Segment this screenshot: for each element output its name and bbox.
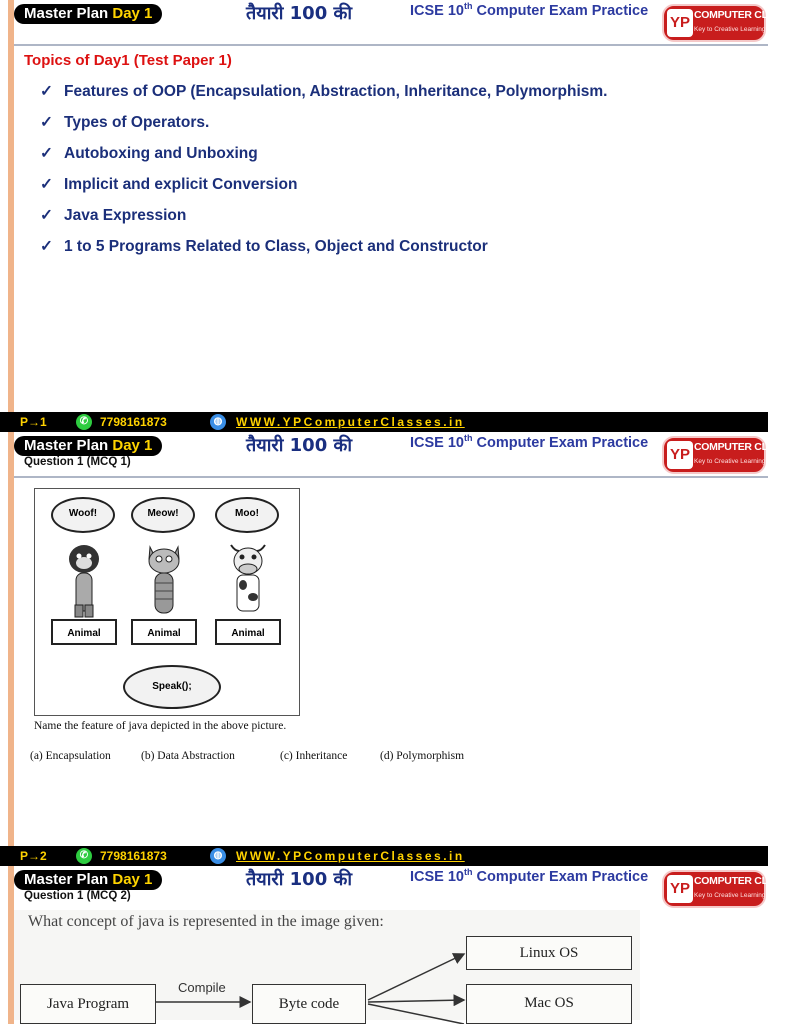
java-program-box: Java Program (20, 984, 156, 1024)
yp-logo: YP COMPUTER CLASSES Key to Creative Learning (662, 436, 766, 474)
website-link[interactable]: WWW.YPComputerClasses.in (236, 849, 465, 863)
byte-code-box: Byte code (252, 984, 366, 1024)
list-item: ✓ 1 to 5 Programs Related to Class, Object and Constructor (40, 238, 488, 255)
topics-title: Topics of Day1 (Test Paper 1) (24, 52, 232, 69)
animal-box: Animal (215, 619, 281, 645)
yp-logo: YP COMPUTER CLASSES Key to Creative Learning (662, 870, 766, 908)
mac-os-box: Mac OS (466, 984, 632, 1024)
page-footer (0, 412, 768, 432)
check-icon: ✓ (40, 238, 53, 255)
check-icon: ✓ (40, 145, 53, 162)
page-header (0, 432, 802, 476)
cow-icon (225, 539, 271, 619)
list-item: ✓ Types of Operators. (40, 114, 210, 131)
header-divider (14, 476, 768, 478)
globe-icon: ◍ (210, 848, 226, 864)
page-footer (0, 846, 768, 866)
master-plan-badge: Master Plan Day 1 (14, 870, 162, 890)
whatsapp-icon: ✆ (76, 414, 92, 430)
speech-bubble: Woof! (51, 497, 115, 533)
exam-title: ICSE 10th Computer Exam Practice (410, 1, 649, 19)
whatsapp-icon: ✆ (76, 848, 92, 864)
question-text: Name the feature of java depicted in the above picture. (34, 720, 287, 732)
list-item: ✓ Java Expression (40, 207, 187, 224)
exam-title: ICSE 10th Computer Exam Practice (410, 867, 649, 885)
website-link[interactable]: WWW.YPComputerClasses.in (236, 415, 465, 429)
page-header (0, 0, 802, 44)
list-item: ✓ Implicit and explicit Conversion (40, 176, 298, 193)
master-plan-badge: Master Plan Day 1 (14, 4, 162, 24)
question-text: What concept of java is represented in the image given: (28, 913, 384, 930)
question-label: Question 1 (MCQ 2) (24, 890, 131, 902)
option-b: (b) Data Abstraction (141, 750, 235, 762)
hindi-title: तैयारी 100 की (246, 435, 352, 456)
header-divider (14, 44, 768, 46)
master-plan-badge: Master Plan Day 1 (14, 436, 162, 456)
option-d: (d) Polymorphism (380, 750, 465, 762)
hindi-title: तैयारी 100 की (246, 869, 352, 890)
page-header (0, 866, 802, 910)
check-icon: ✓ (40, 207, 53, 224)
page-number: P→1 (20, 415, 47, 429)
dog-icon (61, 539, 107, 619)
cat-icon (141, 539, 187, 619)
cat-figure (131, 497, 201, 647)
yp-logo: YP COMPUTER CLASSES Key to Creative Learning (662, 4, 766, 42)
option-a: (a) Encapsulation (30, 750, 111, 762)
left-accent-bar (8, 0, 14, 432)
exam-title: ICSE 10th Computer Exam Practice (410, 433, 649, 451)
check-icon: ✓ (40, 176, 53, 193)
linux-os-box: Linux OS (466, 936, 632, 970)
speak-bubble: Speak(); (123, 665, 221, 709)
list-item: ✓ Features of OOP (Encapsulation, Abstraction, Inheritance, Polymorphism. (40, 83, 608, 100)
globe-icon: ◍ (210, 414, 226, 430)
page-3 (0, 866, 802, 1024)
check-icon: ✓ (40, 83, 53, 100)
speech-bubble: Meow! (131, 497, 195, 533)
phone-number: 7798161873 (100, 849, 167, 863)
animal-figure (34, 488, 300, 716)
dog-figure (51, 497, 121, 647)
cow-figure (215, 497, 285, 647)
page-2 (0, 432, 802, 866)
left-accent-bar (8, 432, 14, 866)
check-icon: ✓ (40, 114, 53, 131)
page-1 (0, 0, 802, 432)
list-item: ✓ Autoboxing and Unboxing (40, 145, 258, 162)
hindi-title: तैयारी 100 की (246, 3, 352, 24)
topics-list (40, 82, 607, 268)
animal-box: Animal (131, 619, 197, 645)
option-c: (c) Inheritance (280, 750, 348, 762)
phone-number: 7798161873 (100, 415, 167, 429)
page-number: P→2 (20, 849, 47, 863)
question-label: Question 1 (MCQ 1) (24, 456, 131, 468)
animal-box: Animal (51, 619, 117, 645)
compile-label: Compile (178, 980, 226, 995)
speech-bubble: Moo! (215, 497, 279, 533)
